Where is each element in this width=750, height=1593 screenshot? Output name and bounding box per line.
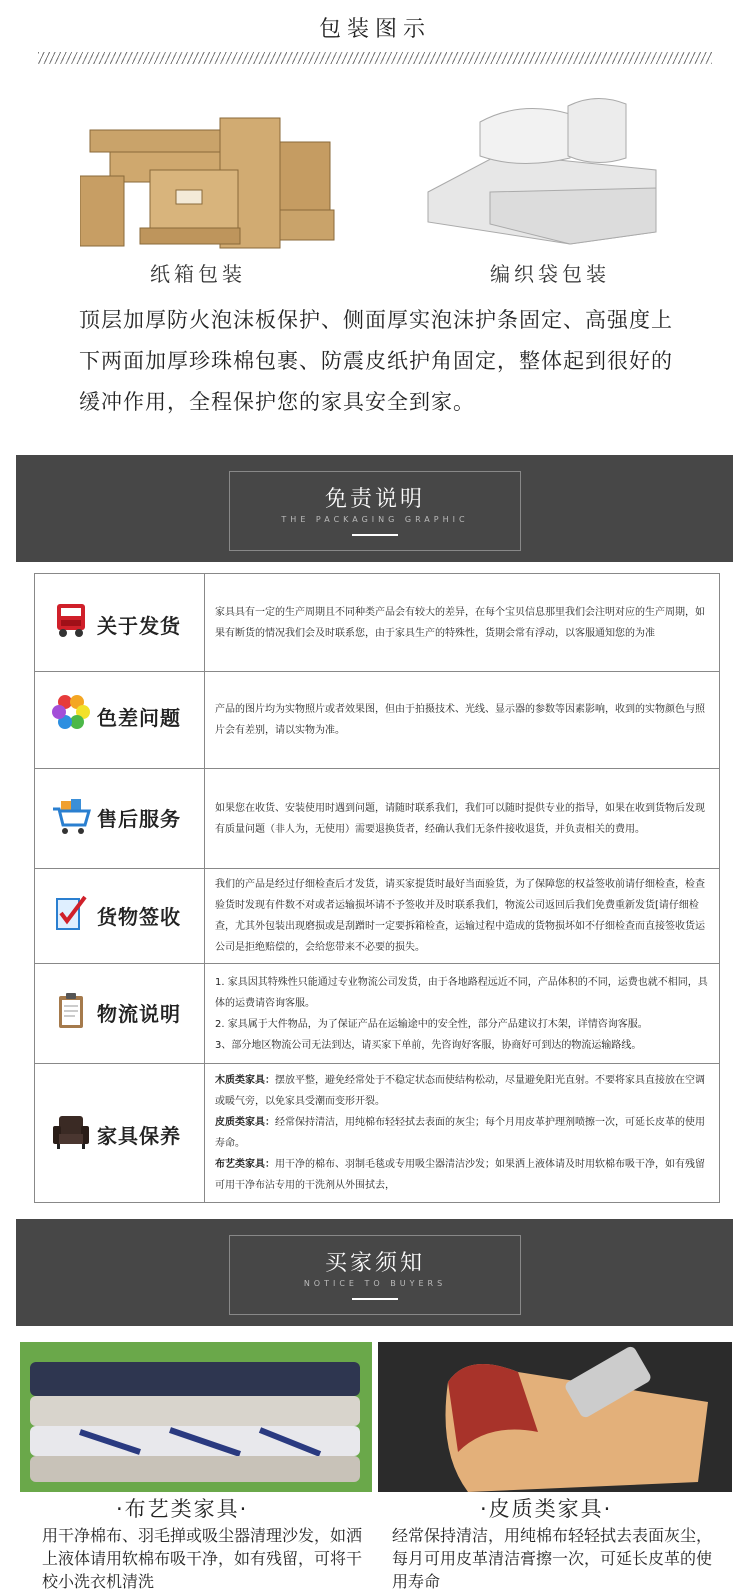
row-label-cell <box>35 1064 205 1202</box>
packaging-title: 包装图示 <box>318 17 431 42</box>
row-text-cell <box>215 672 711 768</box>
leather-furniture-title: ·皮质类家具· <box>480 1497 613 1521</box>
notice-banner <box>16 1219 733 1326</box>
row-text: 我们的产品是经过仔细检查后才发货，请买家提货时最好当面验货，为了保障您的权益签收前请仔细检查，检查验货时发现有件数不对或者运输损坏请不予签收并及时联系我们，物流公司返回后我们免费重新发货[请仔细检查，尤其外包装出现磨损或是刮蹭时一定要拆箱检查，运输过程中造成的货物损坏如不仔细检查而直接签收货运公司是拒绝赔偿的，会给您带来不必要的损失。 <box>215 879 705 953</box>
row-label: 售后服务 <box>97 807 181 831</box>
row-text-cell <box>215 1064 711 1202</box>
clipboard-icon <box>51 990 91 1030</box>
care-key: 皮质类家具： <box>215 1117 275 1128</box>
table-row-color-difference <box>35 672 719 769</box>
row-label: 色差问题 <box>97 706 181 730</box>
care-key: 木质类家具： <box>215 1075 275 1086</box>
leather-furniture-text: 经常保持清洁，用纯棉布轻轻拭去表面灰尘，每月可用皮革清洁膏擦一次，可延长皮革的使用寿命 <box>392 1526 713 1591</box>
row-label-cell <box>35 964 205 1063</box>
banner-underline <box>352 1298 398 1300</box>
care-item-fabric <box>215 1154 711 1196</box>
care-text: 用干净的棉布、羽制毛毯或专用吸尘器清洁沙发；如果洒上液体请及时用软棉布吸干净，如有残留可用干净布沾专用的干洗剂从外围拭去， <box>215 1159 705 1191</box>
care-item-leather <box>215 1112 711 1154</box>
disclaimer-title: 免责说明 <box>324 487 425 512</box>
disclaimer-table <box>34 573 720 1203</box>
table-row-furniture-care <box>35 1064 719 1202</box>
banner-frame <box>229 1235 521 1315</box>
disclaimer-banner <box>16 455 733 562</box>
row-label: 货物签收 <box>97 905 181 929</box>
row-text-cell <box>215 769 711 868</box>
fabric-samples-photo <box>20 1342 372 1492</box>
care-key: 布艺类家具： <box>215 1159 275 1170</box>
color-pinwheel-icon <box>51 692 91 732</box>
row-label: 关于发货 <box>97 614 181 638</box>
row-label: 物流说明 <box>97 1002 181 1026</box>
disclaimer-subtitle: THE PACKAGING GRAPHIC <box>281 515 469 524</box>
row-text: 3、部分地区物流公司无法到达，请买家下单前，先咨询好客服，协商好可到达的物流运输路线。 <box>215 1039 642 1051</box>
row-text: 家具具有一定的生产周期且不同种类产品会有较大的差异，在每个宝贝信息那里我们会注明对应的生产周期，如果有断货的情况我们会及时联系您，由于家具生产的特殊性，货期会常有浮动，以客服通知您的为准 <box>215 606 705 639</box>
checklist-icon <box>51 893 91 933</box>
carton-boxes-image <box>80 110 350 250</box>
caption-carton: 纸箱包装 <box>150 262 246 286</box>
table-row-shipping <box>35 574 719 672</box>
truck-icon <box>51 600 91 640</box>
caption-woven-bag: 编织袋包装 <box>490 262 610 286</box>
woven-bag-package-image <box>420 92 660 250</box>
row-text: 1. 家具因其特殊性只能通过专业物流公司发货，由于各地路程远近不同，产品体积的不同，运费也就不相同，具体的运费请咨询客服。 <box>215 976 708 1009</box>
row-text: 产品的图片均为实物照片或者效果图，但由于拍摄技术、光线、显示器的参数等因素影响，收到的实物颜色与照片会有差别，请以实物为准。 <box>215 704 705 736</box>
fabric-furniture-title: ·布艺类家具· <box>116 1497 249 1521</box>
banner-frame <box>229 471 521 551</box>
row-text-cell <box>215 869 711 963</box>
table-row-receipt <box>35 869 719 964</box>
leather-sample-photo <box>378 1342 732 1492</box>
care-text: 经常保持清洁，用纯棉布轻轻拭去表面的灰尘；每个月用皮革护理剂喷擦一次，可延长皮革的使用寿命。 <box>215 1117 705 1149</box>
row-label-cell <box>35 769 205 868</box>
notice-title: 买家须知 <box>324 1251 425 1276</box>
table-row-after-sales <box>35 769 719 869</box>
armchair-icon <box>51 1112 91 1152</box>
row-text: 2. 家具属于大件物品，为了保证产品在运输途中的安全性，部分产品建议打木架，详情咨询客服。 <box>215 1018 648 1030</box>
row-label-cell <box>35 672 205 768</box>
row-text-cell <box>215 574 711 671</box>
care-text: 摆放平整，避免经常处于不稳定状态而使结构松动，尽量避免阳光直射。不要将家具直接放在空调或暖气旁，以免家具受潮而变形开裂。 <box>215 1075 705 1107</box>
hatched-divider <box>38 52 712 64</box>
packaging-description: 顶层加厚防火泡沫板保护、侧面厚实泡沫护条固定、高强度上下两面加厚珍珠棉包裹、防震皮纸护角固定，整体起到很好的缓冲作用，全程保护您的家具安全到家。 <box>79 308 673 414</box>
row-label: 家具保养 <box>97 1124 181 1148</box>
table-row-logistics <box>35 964 719 1064</box>
row-text-cell <box>215 964 711 1063</box>
fabric-furniture-text: 用干净棉布、羽毛掸或吸尘器清理沙发，如洒上液体请用软棉布吸干净，如有残留，可将干校小洗衣机清洗 <box>42 1526 363 1591</box>
row-label-cell <box>35 574 205 671</box>
row-text: 如果您在收货、安装使用时遇到问题，请随时联系我们，我们可以随时提供专业的指导，如果在收到货物后发现有质量问题（非人为，无使用）需要退换货者，经确认我们无条件接收退货，并负责相关的费用。 <box>215 802 705 835</box>
row-label-cell <box>35 869 205 963</box>
shopping-cart-icon <box>51 797 91 837</box>
notice-subtitle: NOTICE TO BUYERS <box>303 1279 447 1288</box>
care-item-wood <box>215 1070 711 1112</box>
banner-underline <box>352 534 398 536</box>
